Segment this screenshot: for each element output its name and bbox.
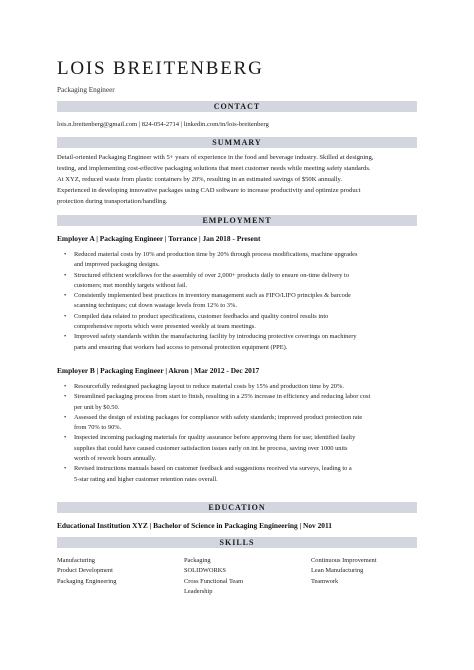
skill-item: Product Development xyxy=(57,567,113,575)
skills-heading: SKILLS xyxy=(219,538,255,547)
education-entry: Educational Institution XYZ | Bachelor of Science in Packaging Engineering | Nov 2011 xyxy=(57,521,332,530)
job-bullet: • Streamlined packaging process from start to finish, resulting in a 25% increase in efficiency and reducing labor cost per unit by $0.50. xyxy=(57,392,417,413)
skills-column xyxy=(57,556,116,587)
summary-section-header xyxy=(57,137,417,148)
job-title-employer-b: Employer B | Packaging Engineer | Akron | Mar 2012 - Dec 2017 xyxy=(57,366,260,375)
skills-section-header xyxy=(57,537,417,548)
job-bullets-employer-a xyxy=(57,250,417,353)
job-bullets-employer-b xyxy=(57,382,417,485)
job-bullet: • Improved safety standards within the manufacturing facility by introducing protective coverings on machinery parts and ensuring that workers had access to personal protection equipment (PPE). xyxy=(57,332,417,353)
summary-line: At XYZ, reduced waste from plastic containers by 20%, resulting in an estimated savings of $50K annually. xyxy=(57,176,343,183)
job-bullet: • Consistently implemented best practices in inventory management such as FIFO/LIFO principles & barcode scanning techniques; cut down wastage levels from 12% to 3%. xyxy=(57,291,417,312)
job-bullet: • Reduced material costs by 10% and production time by 20% through process modifications, machine upgrades and improved packaging designs. xyxy=(57,250,417,271)
skills-column xyxy=(184,556,243,597)
summary-line: testing, and implementing cost-effective packaging solutions that meet customer needs while meeting safety standards. xyxy=(57,165,371,172)
summary-line: Detail-oriented Packaging Engineer with 5+ years of experience in the food and beverage industry. Skilled at designing, xyxy=(57,154,374,161)
job-bullet: • Structured efficient workflows for the assembly of over 2,000+ products daily to ensure on-time delivery to customers; met monthly targets without fail. xyxy=(57,271,417,292)
employment-section-header xyxy=(57,215,417,226)
summary-heading: SUMMARY xyxy=(212,138,262,147)
skill-item: Manufacturing xyxy=(57,557,95,564)
skill-item: SOLIDWORKS xyxy=(184,567,226,575)
skill-item: Packaging xyxy=(184,557,211,564)
job-bullet: • Inspected incoming packaging materials for quality assurance before approving them for use; identified faulty supplies that could have caused customer satisfaction issues early on int he process, saving over 1000 units worth of rework hours annually. xyxy=(57,433,417,464)
skill-item: Lean Manufacturing xyxy=(311,567,364,575)
skills-column xyxy=(311,556,377,587)
candidate-name: LOIS BREITENBERG xyxy=(57,58,264,79)
job-title-employer-a: Employer A | Packaging Engineer | Torrance | Jan 2018 - Present xyxy=(57,234,261,243)
contact-section-header xyxy=(57,101,417,112)
contact-line: lois.n.breitenberg@gmail.com | 824-054-2714 | linkedin.com/in/lois-breitenberg xyxy=(57,121,269,128)
skill-item: Packaging Engineering xyxy=(57,577,117,585)
job-bullet: • Compiled data related to product specifications, customer feedbacks and quality control results into comprehensive reports which were presented weekly at team meetings. xyxy=(57,312,417,333)
skill-item: Continuous Improvement xyxy=(311,557,377,564)
summary-line: protection during transportation/handling. xyxy=(57,198,168,205)
job-bullet: • Resourcefully redesigned packaging layout to reduce material costs by 15% and production time by 20%. xyxy=(57,382,417,392)
job-bullet: • Assessed the design of existing packages for compliance with safety standards; improved product protection rate from 70% to 90%. xyxy=(57,413,417,434)
summary-line: Experienced in developing innovative packages using CAD software to increase productivity and optimize product xyxy=(57,187,361,194)
job-bullet: • Revised instructions manuals based on customer feedback and suggestions received via surveys, leading to a 5-star rating and higher customer retention rates overall. xyxy=(57,464,417,485)
skill-item: Cross Functional Team xyxy=(184,577,244,585)
employment-heading: EMPLOYMENT xyxy=(202,216,272,225)
education-section-header xyxy=(57,502,417,513)
education-heading: EDUCATION xyxy=(208,503,266,512)
candidate-job-title: Packaging Engineer xyxy=(57,86,115,94)
skill-item: Leadership xyxy=(184,587,213,595)
contact-heading: CONTACT xyxy=(213,102,261,111)
skill-item: Teamwork xyxy=(311,577,339,585)
